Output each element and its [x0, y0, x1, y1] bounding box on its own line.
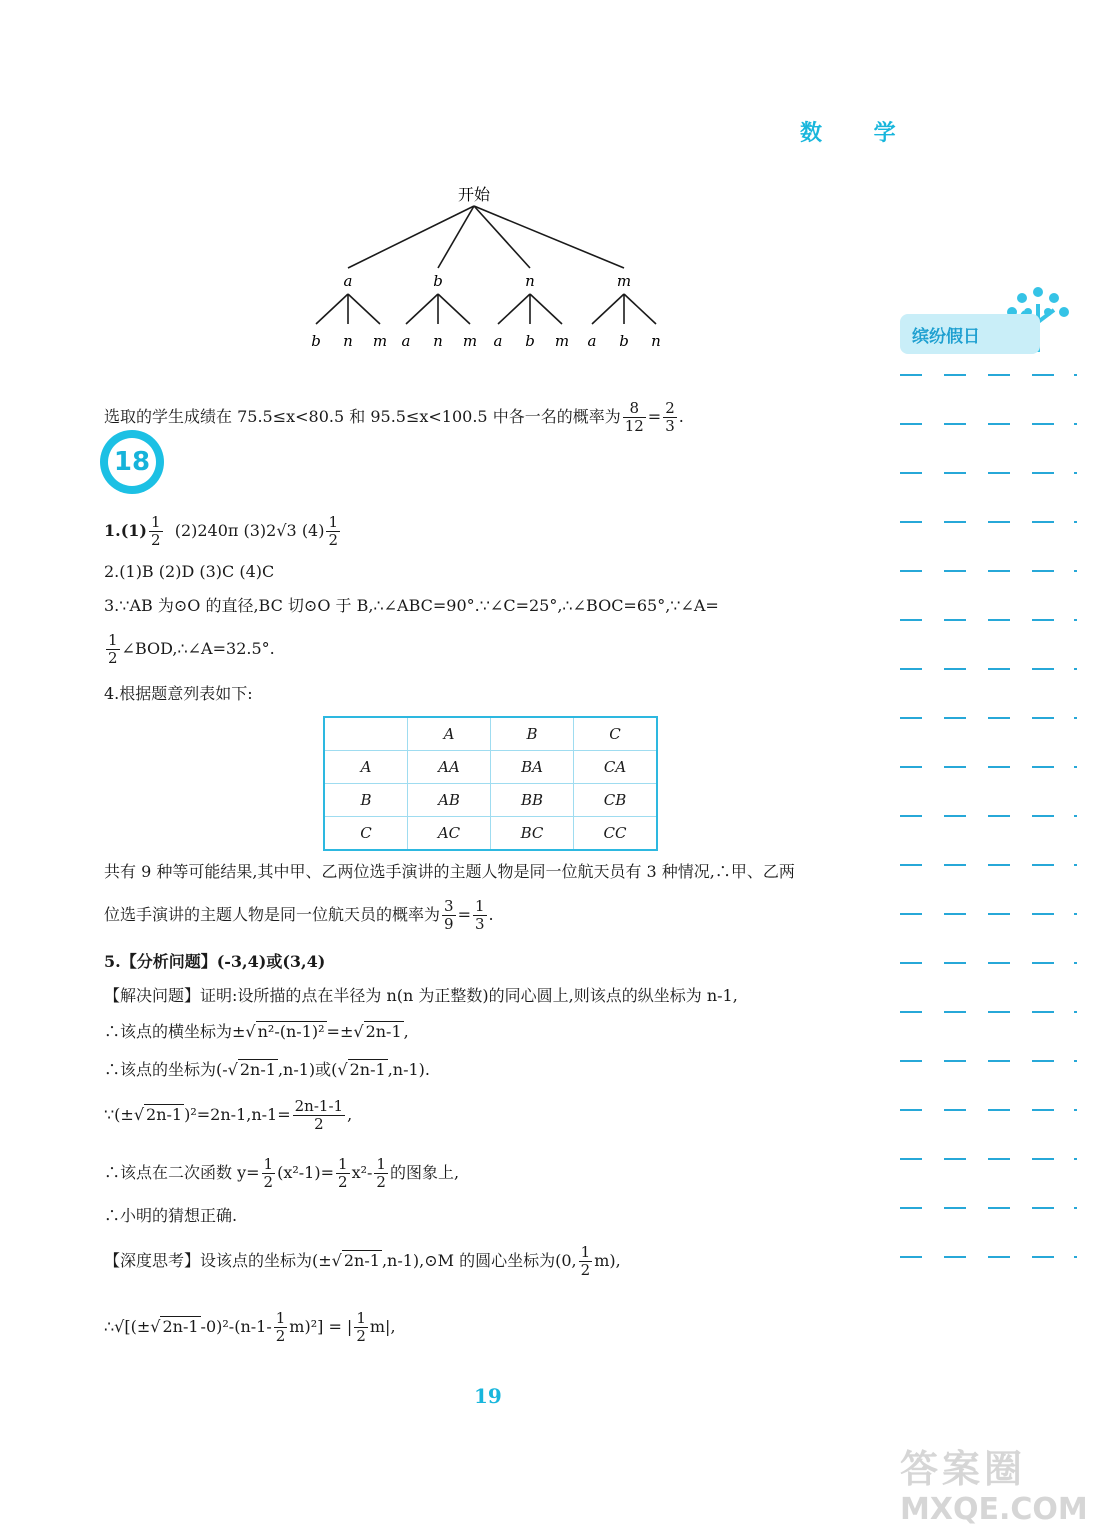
table-cell: AC	[408, 817, 491, 851]
table-cell: BB	[491, 784, 574, 817]
table-row	[324, 817, 657, 851]
note-line	[900, 717, 1080, 766]
note-line	[900, 962, 1080, 1011]
table-cell	[324, 717, 408, 751]
answer-5-line-6: ∴该点在二次函数 y= $\frac{1}{2}$ (x²-1)= $\frac{1}{2}$ x²- $\frac{1}{2}$ 的图象上,	[104, 1155, 460, 1191]
answer-5-line-4: ∴该点的坐标为(-√ 2n-1 ,n-1)或(√ 2n-1 ,n-1).	[104, 1060, 430, 1079]
answer-3-line-1: 3.∵AB 为⊙O 的直径,BC 切⊙O 于 B,∴∠ABC=90°.∵∠C=25°,∴∠BOC=65°,∵∠A=	[104, 596, 719, 615]
outcome-table	[323, 716, 658, 851]
tree-node-level2: n	[651, 332, 661, 350]
note-line	[900, 472, 1080, 521]
answer-5-line-3: ∴该点的横坐标为±√ n²-(n-1)² =±√ 2n-1 ,	[104, 1022, 409, 1041]
table-cell: CA	[574, 751, 658, 784]
note-line	[900, 619, 1080, 668]
tree-node-level2: a	[401, 332, 411, 350]
notes-lines	[900, 374, 1080, 1305]
table-cell: A	[408, 717, 491, 751]
tree-node-level2: b	[311, 332, 321, 350]
table-cell: B	[324, 784, 408, 817]
table-cell: C	[324, 817, 408, 851]
note-line	[900, 374, 1080, 423]
table-row	[324, 751, 657, 784]
note-line	[900, 570, 1080, 619]
table-cell: BC	[491, 817, 574, 851]
answer-5-analysis: 5.【分析问题】(-3,4)或(3,4)	[104, 952, 326, 971]
note-line	[900, 913, 1080, 962]
note-line	[900, 1011, 1080, 1060]
tree-branch	[406, 294, 438, 324]
tree-node-level1: n	[525, 272, 535, 290]
probability-line: 选取的学生成绩在 75.5≤x<80.5 和 95.5≤x<100.5 中各一名的概率为 $\frac{8}{12}$ = $\frac{2}{3}$ .	[104, 399, 684, 435]
tree-node-level2: n	[433, 332, 443, 350]
tree-branch	[438, 294, 470, 324]
tree-branch	[316, 294, 348, 324]
answer-5-line-9: ∴√[(±√ 2n-1 -0)²-(n-1- $\frac{1}{2}$ m)²] = | $\frac{1}{2}$ m|,	[104, 1309, 396, 1345]
note-line	[900, 864, 1080, 913]
subject-title: 数 学	[800, 120, 918, 146]
table-cell: AB	[408, 784, 491, 817]
answer-3-line-2: $\frac{1}{2}$ ∠BOD,∴∠A=32.5°.	[108, 631, 275, 667]
tree-node-level2: m	[462, 332, 478, 350]
tree-root-label: 开始	[457, 185, 491, 204]
note-line	[900, 1158, 1080, 1207]
tree-branch	[592, 294, 624, 324]
note-line	[900, 815, 1080, 864]
section-badge	[100, 430, 164, 494]
table-cell: CC	[574, 817, 658, 851]
tree-branch	[474, 206, 530, 268]
tree-node-level1: m	[616, 272, 632, 290]
table-cell: C	[574, 717, 658, 751]
note-line	[900, 423, 1080, 472]
note-line	[900, 1060, 1080, 1109]
tree-branch	[498, 294, 530, 324]
tree-branch	[348, 294, 380, 324]
answer-4-intro: 4.根据题意列表如下:	[104, 684, 253, 703]
tree-node-level2: b	[525, 332, 535, 350]
tree-branch	[624, 294, 656, 324]
answer-2: 2.(1)B (2)D (3)C (4)C	[104, 562, 275, 581]
answer-5-line-8: 【深度思考】设该点的坐标为(±√ 2n-1 ,n-1),⊙M 的圆心坐标为(0, $\frac{1}{2}$ m),	[104, 1243, 621, 1279]
watermark: 答案圈 MXQE.COM	[900, 1447, 1088, 1527]
table-cell: CB	[574, 784, 658, 817]
answer-5-line-7: ∴小明的猜想正确.	[104, 1206, 238, 1225]
tree-node-level2: n	[343, 332, 353, 350]
side-tag: 缤纷假日	[900, 314, 1040, 354]
tree-branch	[474, 206, 624, 268]
note-line	[900, 1109, 1080, 1158]
table-cell: BA	[491, 751, 574, 784]
note-line	[900, 1207, 1080, 1256]
table-row	[324, 784, 657, 817]
section-number: 18	[108, 438, 156, 486]
tree-node-level2: a	[587, 332, 597, 350]
table-cell: AA	[408, 751, 491, 784]
table-cell: A	[324, 751, 408, 784]
answer-4-text-2: 位选手演讲的主题人物是同一位航天员的概率为 $\frac{3}{9}$ = $\frac{1}{3}$ .	[104, 897, 494, 933]
table-header-row	[324, 717, 657, 751]
note-line	[900, 668, 1080, 717]
note-line	[900, 521, 1080, 570]
tree-branch	[530, 294, 562, 324]
tree-node-level1: a	[343, 272, 353, 290]
tree-node-level1: b	[433, 272, 443, 290]
answer-4-text-1: 共有 9 种等可能结果,其中甲、乙两位选手演讲的主题人物是同一位航天员有 3 种情况,∴甲、乙两	[104, 862, 795, 881]
page-number: 19	[474, 1384, 502, 1408]
tree-diagram	[290, 178, 690, 354]
answer-5-line-5: ∵(±√ 2n-1 )²=2n-1,n-1= $\frac{2n-1-1}{2}$ ,	[104, 1097, 353, 1133]
table-cell: B	[491, 717, 574, 751]
note-line	[900, 1256, 1080, 1305]
note-line	[900, 766, 1080, 815]
tree-node-level2: m	[554, 332, 570, 350]
answer-1: 1.(1) $\frac{1}{2}$ (2)240π (3)2√3 (4) $\frac{1}{2}$	[104, 513, 339, 549]
tree-node-level2: b	[619, 332, 629, 350]
answer-5-solve: 【解决问题】证明:设所描的点在半径为 n(n 为正整数)的同心圆上,则该点的纵坐标为 n-1,	[104, 986, 738, 1005]
tree-node-level2: m	[372, 332, 388, 350]
tree-node-level2: a	[493, 332, 503, 350]
